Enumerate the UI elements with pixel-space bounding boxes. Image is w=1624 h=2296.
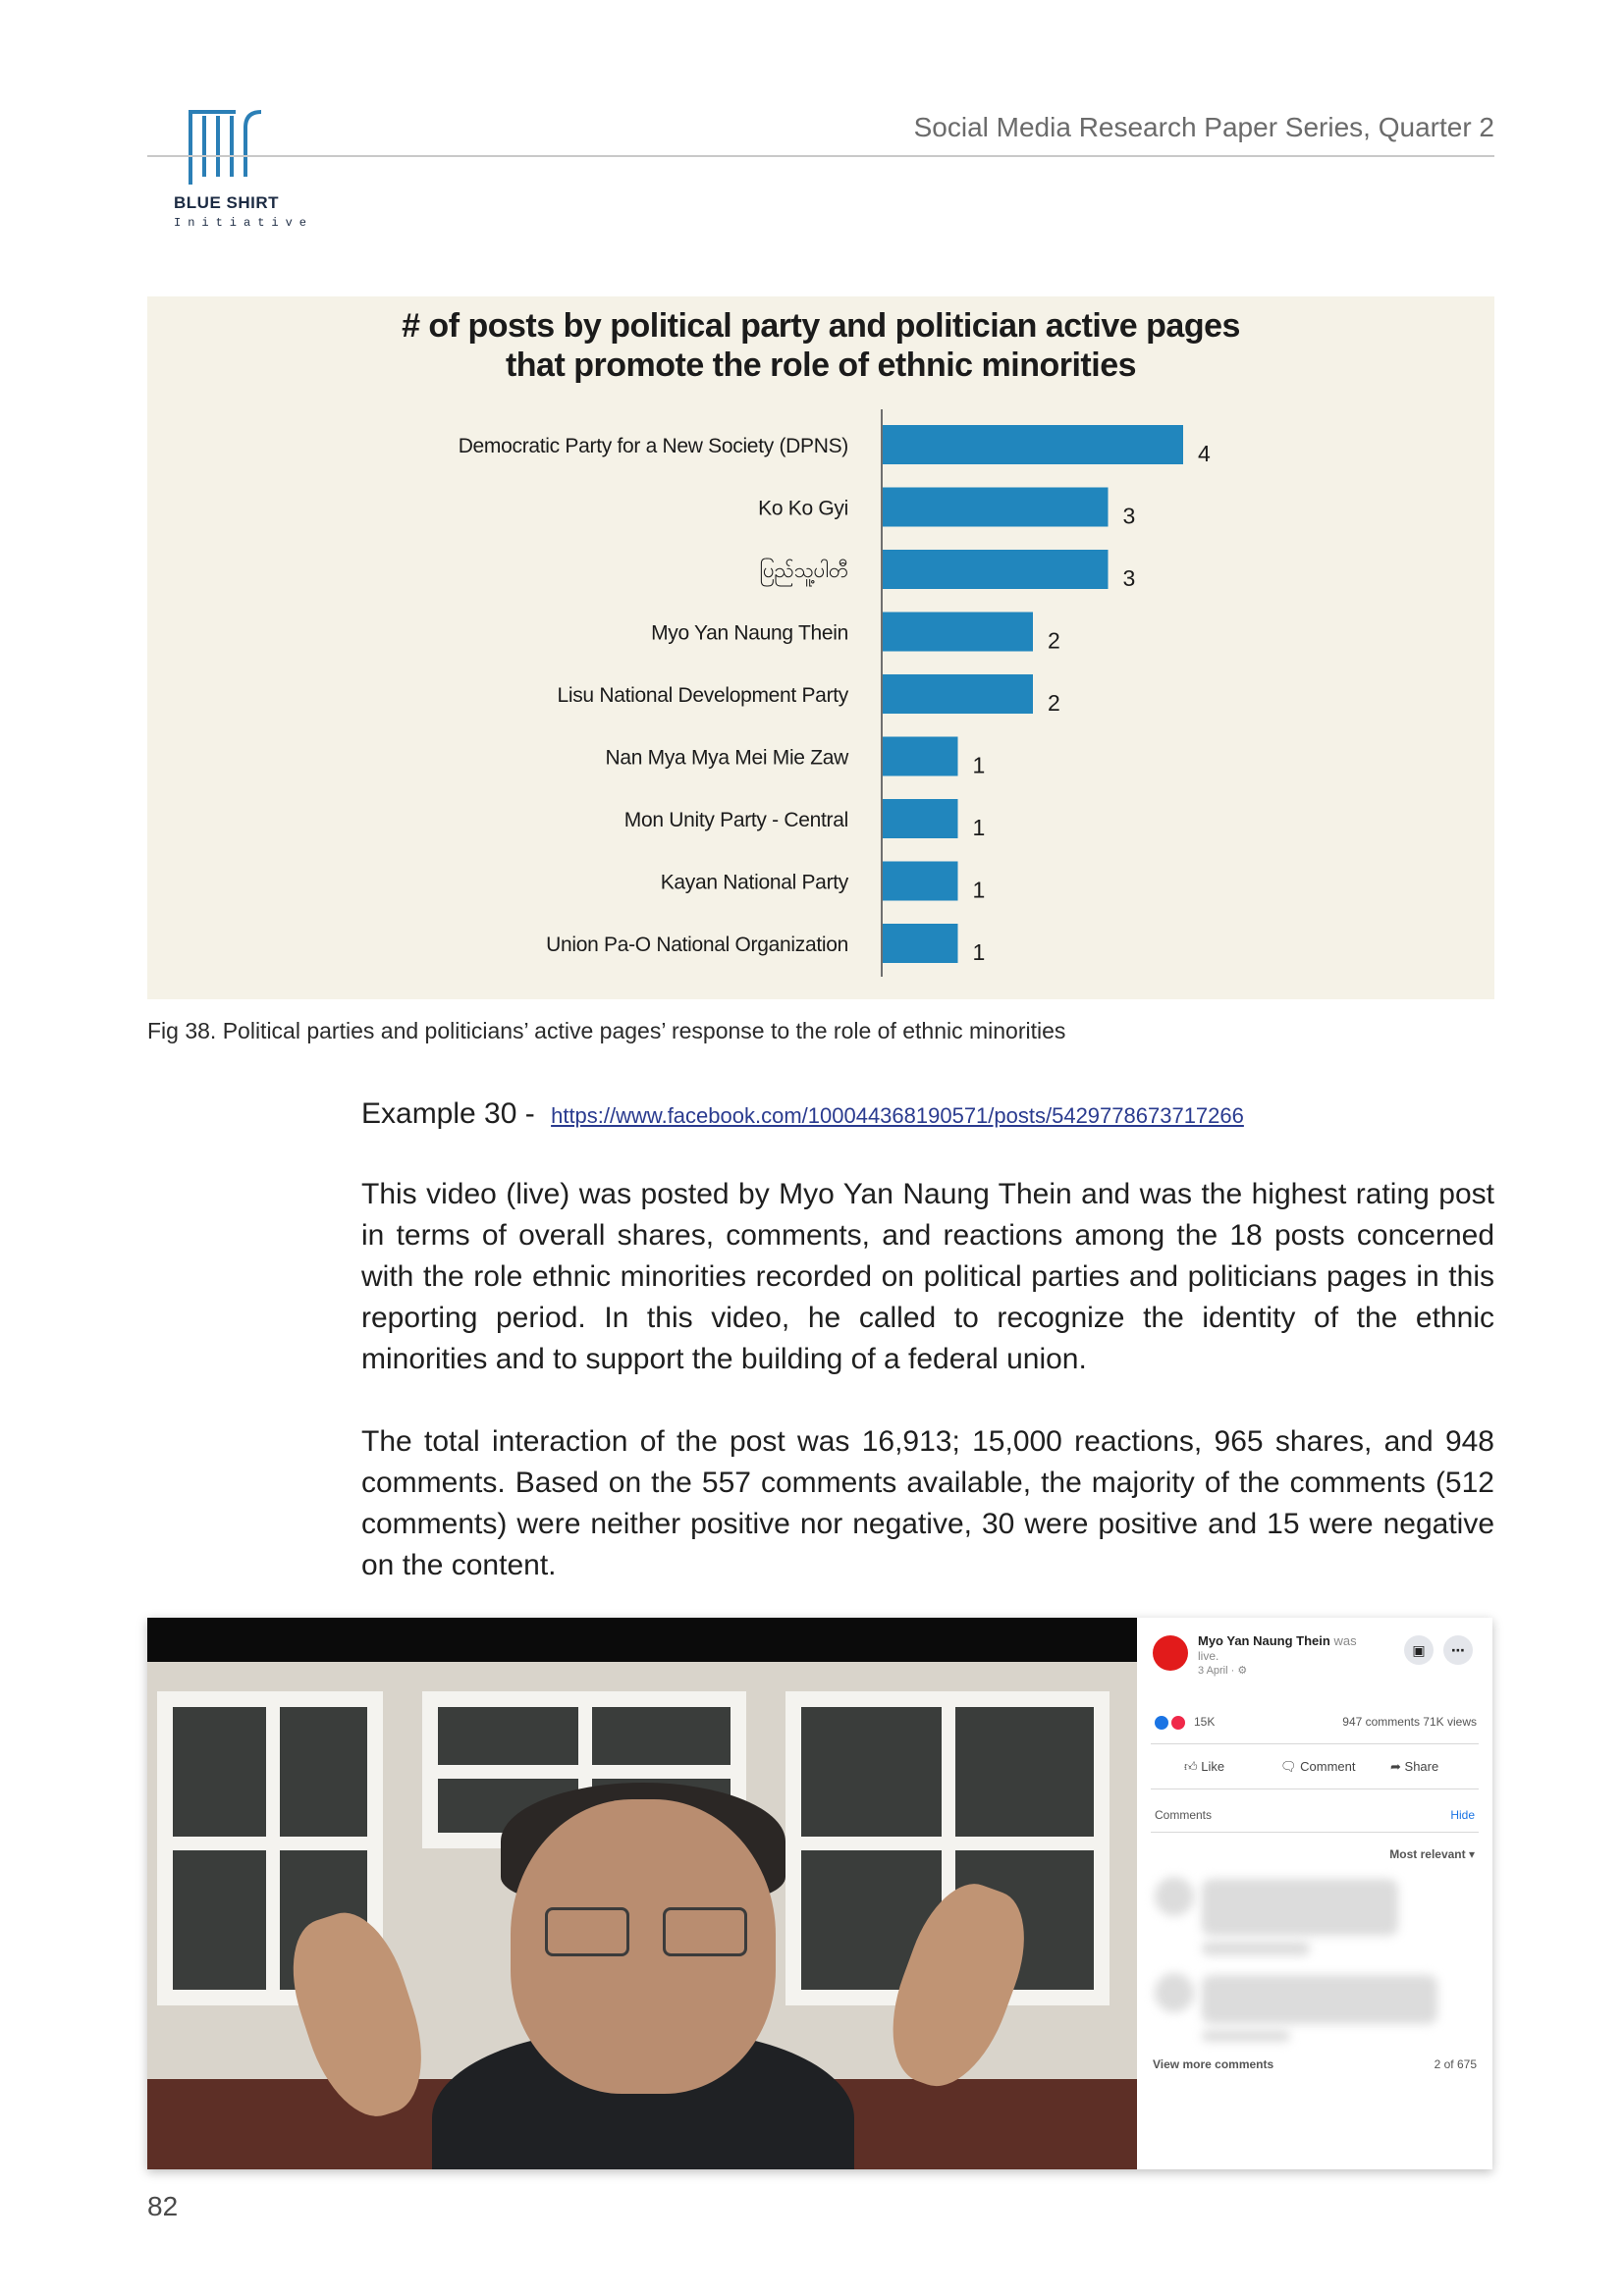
blurred-comment (1202, 1975, 1437, 2024)
like-button[interactable]: 👍︎ Like (1184, 1759, 1225, 1774)
data-label: 1 (972, 877, 986, 903)
share-arrow-icon: ➦ (1390, 1759, 1401, 1774)
category-label: Democratic Party for a New Society (DPNS) (458, 435, 848, 457)
reaction-count[interactable]: 15K (1194, 1715, 1216, 1729)
logo-name: BLUE SHIRT (174, 193, 279, 212)
category-label: Mon Unity Party - Central (623, 809, 848, 831)
bar (883, 550, 1109, 589)
category-label: Myo Yan Naung Thein (651, 621, 848, 645)
blue-shirt-logo (147, 106, 314, 232)
sort-comments-dropdown[interactable]: Most relevant ▾ (1389, 1847, 1475, 1861)
author-name[interactable]: Myo Yan Naung Thein (1198, 1633, 1330, 1648)
page-number: 82 (147, 2191, 179, 2221)
data-label: 4 (1198, 441, 1211, 466)
category-label: Nan Mya Mya Mei Mie Zaw (605, 746, 848, 770)
data-label: 1 (972, 752, 986, 778)
example-heading (361, 1097, 1244, 1131)
love-reaction-icon (1169, 1714, 1187, 1732)
series-title: Social Media Research Paper Series, Quarter 2 (913, 112, 1494, 142)
view-more-comments-link[interactable]: View more comments (1153, 2057, 1274, 2071)
bar (883, 425, 1183, 464)
share-button[interactable]: ➦ Share (1390, 1759, 1439, 1774)
author-avatar[interactable] (1153, 1635, 1188, 1671)
live-label: live. (1198, 1649, 1219, 1663)
bar (883, 799, 958, 838)
messenger-icon[interactable]: ▣ (1404, 1635, 1434, 1665)
data-label: 1 (972, 815, 986, 840)
bar (883, 674, 1033, 714)
comment-button[interactable]: 🗨︎ Comment (1280, 1759, 1356, 1774)
bar-chart-panel (147, 296, 1494, 999)
blurred-comment-meta (1202, 2030, 1290, 2042)
blurred-comment-meta (1202, 1942, 1310, 1955)
author-name-line (1198, 1633, 1357, 1648)
bar (883, 924, 958, 963)
comment-bubble-icon: 🗨︎ (1280, 1759, 1297, 1774)
like-reaction-icon (1153, 1714, 1170, 1732)
hide-comments-link[interactable]: Hide (1450, 1808, 1475, 1822)
category-label: Lisu National Development Party (557, 684, 848, 707)
logo-subtitle: Initiative (174, 216, 314, 230)
data-label: 2 (1048, 690, 1060, 716)
facebook-post-screenshot (147, 1618, 1492, 2169)
category-label: Union Pa-O National Organization (546, 934, 848, 956)
facebook-side-panel (1137, 1618, 1492, 2169)
reaction-icons[interactable] (1153, 1714, 1182, 1732)
data-label: 3 (1122, 503, 1136, 529)
comments-heading: Comments (1155, 1808, 1213, 1822)
example-link[interactable]: https://www.facebook.com/100044368190571/posts/5429778673717266 (551, 1103, 1244, 1128)
category-label: Ko Ko Gyi (758, 497, 848, 520)
divider (1151, 1743, 1479, 1744)
comment-count: 2 of 675 (1434, 2057, 1477, 2071)
example-label: Example 30 - (361, 1097, 535, 1130)
bar (883, 488, 1109, 527)
paragraph-1: This video (live) was posted by Myo Yan Naung Thein and was the highest rating post in terms of overall shares, comments, and reactions among the 18 posts concerned with the role ethnic minorities recorded on political parties and politicians pages in this reporting period. In this video, he called to recognize the identity of the ethnic minorities and to support the building of a federal union. (361, 1178, 1494, 1375)
chart-title-line-1: # of posts by political party and politician active pages (402, 307, 1240, 345)
bar-chart (147, 296, 1494, 999)
comment-view-stats[interactable]: 947 comments 71K views (1342, 1715, 1477, 1729)
category-label: ပြည်သူ့ပါတီ (759, 560, 848, 582)
glasses-right (663, 1907, 747, 1956)
divider (1151, 1832, 1479, 1833)
author-was: was (1333, 1633, 1357, 1648)
data-label: 1 (972, 939, 986, 965)
thumbs-up-icon: 👍︎ (1184, 1759, 1198, 1774)
glasses-left (545, 1907, 629, 1956)
bar (883, 862, 958, 901)
more-options-icon[interactable]: ⋯ (1443, 1635, 1473, 1665)
header-divider (147, 155, 1494, 157)
data-label: 2 (1048, 627, 1060, 654)
data-label: 3 (1122, 565, 1136, 591)
blurred-avatar (1155, 1973, 1194, 2012)
blurred-comment (1202, 1879, 1398, 1936)
category-label: Kayan National Party (660, 871, 848, 894)
chart-title-line-2: that promote the role of ethnic minorities (505, 347, 1137, 384)
post-date[interactable]: 3 April · ⚙ (1198, 1665, 1248, 1677)
bar (883, 737, 958, 776)
video-frame (147, 1618, 1137, 2169)
logo-mark-icon (187, 106, 265, 185)
bar (883, 613, 1033, 652)
figure-caption: Fig 38. Political parties and politicians’ active pages’ response to the role of ethnic minorities (147, 1018, 1066, 1043)
blurred-avatar (1155, 1877, 1194, 1916)
paragraph-2: The total interaction of the post was 16,913; 15,000 reactions, 965 shares, and 948 comments. Based on the 557 comments available, the majority of the comments (512 comments) were neither positive nor negative, 30 were positive and 15 were negative on the content. (361, 1425, 1494, 1581)
